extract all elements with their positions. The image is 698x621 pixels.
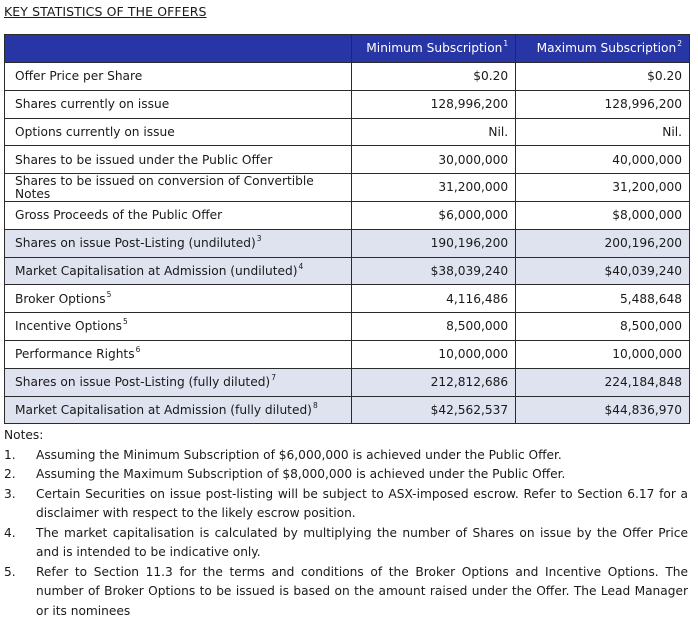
note-text: Assuming the Maximum Subscription of $8,000,000 is achieved under the Public Offer.	[36, 465, 688, 485]
table-row	[5, 229, 690, 257]
row-min-value: $0.20	[352, 63, 516, 91]
notes-title: Notes:	[4, 426, 688, 446]
table-header-row	[5, 35, 690, 63]
row-label: Shares to be issued on conversion of Convertible Notes	[5, 174, 352, 202]
key-statistics-table	[4, 34, 690, 424]
row-label: Market Capitalisation at Admission (undiluted)$^4$	[5, 257, 352, 285]
note-text: Assuming the Minimum Subscription of $6,000,000 is achieved under the Public Offer.	[36, 446, 688, 466]
note-number: 1.	[4, 446, 36, 466]
row-max-value: Nil.	[516, 118, 690, 146]
row-max-value: 200,196,200	[516, 229, 690, 257]
row-label: Performance Rights$^6$	[5, 340, 352, 368]
row-label: Offer Price per Share	[5, 63, 352, 91]
row-label: Incentive Options$^5$	[5, 313, 352, 341]
row-max-value: 224,184,848	[516, 368, 690, 396]
row-label: Broker Options$^5$	[5, 285, 352, 313]
row-min-value: 212,812,686	[352, 368, 516, 396]
note-item	[4, 563, 688, 621]
header-maximum-subscription: Maximum Subscription$^2$	[516, 35, 690, 63]
note-item	[4, 485, 688, 524]
table-row	[5, 368, 690, 396]
table-row	[5, 146, 690, 174]
row-min-value: 31,200,000	[352, 174, 516, 202]
note-item	[4, 446, 688, 466]
row-label: Shares to be issued under the Public Offer	[5, 146, 352, 174]
row-min-value: 128,996,200	[352, 90, 516, 118]
row-label: Market Capitalisation at Admission (fully diluted)$^8$	[5, 396, 352, 424]
row-max-value: 31,200,000	[516, 174, 690, 202]
note-text: The market capitalisation is calculated by multiplying the number of Shares on issue by the Offer Price and is intended to be indicative only.	[36, 524, 688, 563]
row-max-value: 40,000,000	[516, 146, 690, 174]
row-max-value: $44,836,970	[516, 396, 690, 424]
note-number: 2.	[4, 465, 36, 485]
row-max-value: $40,039,240	[516, 257, 690, 285]
row-min-value: 10,000,000	[352, 340, 516, 368]
row-max-value: 10,000,000	[516, 340, 690, 368]
table-row	[5, 63, 690, 91]
row-min-value: 30,000,000	[352, 146, 516, 174]
note-item	[4, 465, 688, 485]
note-item	[4, 524, 688, 563]
table-row	[5, 174, 690, 202]
row-max-value: 128,996,200	[516, 90, 690, 118]
row-max-value: $8,000,000	[516, 201, 690, 229]
row-label: Shares currently on issue	[5, 90, 352, 118]
table-row	[5, 118, 690, 146]
note-number: 4.	[4, 524, 36, 563]
table-row	[5, 396, 690, 424]
row-label: Gross Proceeds of the Public Offer	[5, 201, 352, 229]
row-max-value: 8,500,000	[516, 313, 690, 341]
row-label: Options currently on issue	[5, 118, 352, 146]
header-minimum-subscription: Minimum Subscription$^1$	[352, 35, 516, 63]
note-number: 3.	[4, 485, 36, 524]
notes-section	[4, 426, 688, 621]
table-row	[5, 257, 690, 285]
row-min-value: Nil.	[352, 118, 516, 146]
row-min-value: $42,562,537	[352, 396, 516, 424]
row-label: Shares on issue Post-Listing (fully diluted)$^7$	[5, 368, 352, 396]
row-min-value: 4,116,486	[352, 285, 516, 313]
row-max-value: $0.20	[516, 63, 690, 91]
row-label: Shares on issue Post-Listing (undiluted)$^3$	[5, 229, 352, 257]
section-heading: KEY STATISTICS OF THE OFFERS	[4, 4, 207, 19]
table-row	[5, 340, 690, 368]
note-text: Refer to Section 11.3 for the terms and conditions of the Broker Options and Incentive Options. The number of Broker Options to be issued is based on the amount raised under the Offer. The Lead Manager or its nominees	[36, 563, 688, 621]
table-row	[5, 90, 690, 118]
header-blank	[5, 35, 352, 63]
row-min-value: 190,196,200	[352, 229, 516, 257]
row-min-value: 8,500,000	[352, 313, 516, 341]
row-max-value: 5,488,648	[516, 285, 690, 313]
table-row	[5, 313, 690, 341]
row-min-value: $38,039,240	[352, 257, 516, 285]
note-number: 5.	[4, 563, 36, 621]
note-text: Certain Securities on issue post-listing will be subject to ASX-imposed escrow. Refer to Section 6.17 for a disclaimer with respect to the likely escrow position.	[36, 485, 688, 524]
table-row	[5, 201, 690, 229]
row-min-value: $6,000,000	[352, 201, 516, 229]
table-row	[5, 285, 690, 313]
